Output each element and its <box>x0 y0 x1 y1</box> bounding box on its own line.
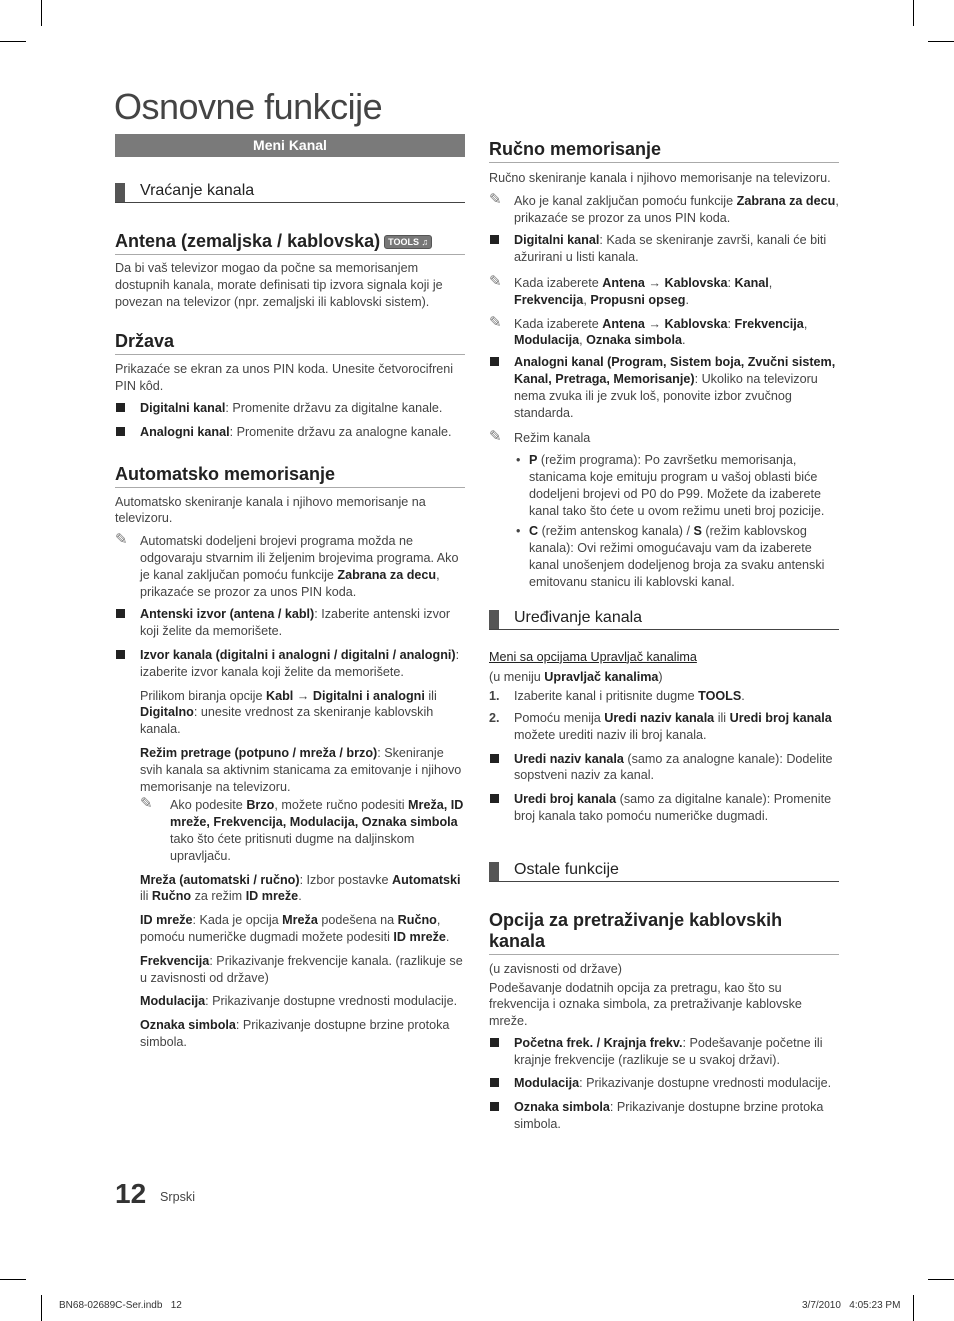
indented-paragraph: Mreža (automatski / ručno): Izbor postavke Automatski ili Ručno za režim ID mreže. <box>140 872 461 904</box>
subsection-heading: Uređivanje kanala <box>489 609 839 630</box>
note-item: ✎ Automatski dodeljeni brojevi programa možda ne odgovaraju stvarnim ili željenim brojevima programa. Ako je kanal zaključan pomoću funkcije Zabrana za decu, prikazaće se prozor za unos PIN koda. <box>115 531 459 599</box>
antena-text: Da bi vaš televizor mogao da počne sa memorisanjem dostupnih kanala, morate definisati tip izvora signala koji je povezan na televizor (npr. zemaljski ili kablovski sistem). <box>115 261 443 309</box>
kablovski-heading: Opcija za pretraživanje kablovskih kanala <box>489 910 839 955</box>
rucno-text: Ručno skeniranje kanala i njihovo memorisanje na televizoru. <box>489 171 831 185</box>
bullet-item: Uredi broj kanala (samo za digitalne kanale): Promenite broj kanala tako pomoću numeričke dugmadi. <box>489 791 839 825</box>
indented-paragraph: Frekvencija: Prikazivanje frekvencije kanala. (razlikuje se u zavisnosti od države) <box>140 953 463 985</box>
crop-mark <box>913 0 914 26</box>
bullet-item: Digitalni kanal: Promenite državu za digitalne kanale. <box>115 400 465 417</box>
note-item: ✎ Režim kanala <box>489 428 591 446</box>
crop-mark <box>928 41 954 42</box>
bullet-item: Oznaka simbola: Prikazivanje dostupne brzine protoka simbola. <box>489 1099 839 1133</box>
indented-paragraph: Režim pretrage (potpuno / mreža / brzo): Skeniranje svih kanala sa aktivnim stanicama za emitovanje i njihovo memorisanje na televizoru. <box>140 745 462 794</box>
bullet-item: Modulacija: Prikazivanje dostupne vrednosti modulacije. <box>489 1075 839 1092</box>
indented-paragraph: Prilikom biranja opcije Kabl → Digitalni i analogni ili Digitalno: unesite vrednost za skeniranje kablovskih kanala. <box>140 688 437 737</box>
note-item: ✎ Kada izaberete Antena → Kablovska: Frekvencija, Modulacija, Oznaka simbola. <box>489 313 808 348</box>
crop-mark <box>41 0 42 26</box>
bullet-item: Izvor kanala (digitalni i analogni / digitalni / analogni): izaberite izvor kanala koji želite da memorišete. <box>115 647 465 681</box>
right-column <box>489 139 839 1133</box>
bullet-item: Digitalni kanal: Kada se skeniranje završi, kanali će biti ažurirani u listi kanala. <box>489 232 839 266</box>
page-number: 12 <box>115 1178 147 1209</box>
menu-context: (u meniju Upravljač kanalima) <box>489 670 663 685</box>
note-pencil-icon: ✎ <box>115 531 128 549</box>
ostale-text: Podešavanje dodatnih opcija za pretragu, kao što su frekvencija i oznaka simbola, za pretraživanje kablovske mreže. <box>489 980 802 1029</box>
dot-list-item: • P (režim programa): Po završetku memorisanja, stanicama koje emituju program u vašoj oblasti biće dodeljeni brojevi od P0 do P99. Možete da izaberete kanal tako što ćete u ovom režimu uneti broj pozicije. <box>489 452 839 519</box>
note-item: ✎ Ako podesite Brzo, možete ručno podesiti Mreža, ID mreže, Frekvencija, Modulacija, Oznaka simbola tako što ćete pritisnuti dugme na daljinskom upravljaču. <box>140 795 464 863</box>
tools-badge: TOOLS ♫ <box>384 235 432 249</box>
bullet-item: Analogni kanal (Program, Sistem boja, Zvučni sistem, Kanal, Pretraga, Memorisanje): Ukoliko na televizoru nema zvuka ili je zvuk loš, ponovite izbor zvučnog standarda. <box>489 354 839 421</box>
note-pencil-icon: ✎ <box>489 190 502 208</box>
indented-paragraph: ID mreže: Kada je opcija Mreža podešena na Ručno, pomoću numeričke dugmadi možete podesiti ID mreže. <box>140 913 450 944</box>
page-title: Osnovne funkcije <box>114 86 383 127</box>
indented-paragraph: Oznaka simbola: Prikazivanje dostupne brzine protoka simbola. <box>140 1018 450 1049</box>
subsection-heading: Vraćanje kanala <box>115 182 465 203</box>
crop-mark <box>928 1279 954 1280</box>
ostale-context: (u zavisnosti od države) <box>489 961 622 976</box>
left-column <box>115 134 465 1051</box>
crop-mark <box>0 1279 26 1280</box>
note-pencil-icon: ✎ <box>140 795 153 813</box>
note-item: ✎ Kada izaberete Antena → Kablovska: Kanal, Frekvencija, Propusni opseg. <box>489 272 773 307</box>
note-pencil-icon: ✎ <box>489 313 502 331</box>
numbered-step: 2. Pomoću menija Uredi naziv kanala ili Uredi broj kanala možete urediti naziv ili broj kanala. <box>489 710 832 742</box>
bullet-item: Antenski izvor (antena / kabl): Izaberite antenski izvor koji želite da memorišete. <box>115 606 465 640</box>
crop-mark <box>913 1295 914 1321</box>
crop-mark <box>41 1295 42 1321</box>
drzava-heading: Država <box>115 331 465 355</box>
auto-heading: Automatsko memorisanje <box>115 464 465 488</box>
rucno-heading: Ručno memorisanje <box>489 139 839 163</box>
antena-heading: Antena (zemaljska / kablovska) TOOLS ♫ <box>115 231 465 255</box>
bullet-item: Uredi naziv kanala (samo za analogne kanale): Dodelite sopstveni naziv za kanal. <box>489 751 839 785</box>
bullet-item: Analogni kanal: Promenite državu za analogne kanale. <box>115 424 465 441</box>
note-pencil-icon: ✎ <box>489 272 502 290</box>
numbered-step: 1. Izaberite kanal i pritisnite dugme TOOLS. <box>489 689 745 704</box>
note-pencil-icon: ✎ <box>489 428 502 446</box>
nested-note-wrap <box>115 797 465 864</box>
dot-list-item: • C (režim antenskog kanala) / S (režim kablovskog kanala): Ovi režimi omogućavaju vam da izaberete kanal unošenjem dodeljenog broja za svaku antenski emitovanu stanicu ili kablovski kanal. <box>489 523 839 590</box>
print-timestamp: 3/7/2010 4:05:23 PM <box>802 1300 901 1311</box>
auto-text: Automatsko skeniranje kanala i njihovo memorisanje na televizoru. <box>115 494 426 526</box>
note-item: ✎ Ako je kanal zaključan pomoću funkcije Zabrana za decu, prikazaće se prozor za unos PIN koda. <box>489 190 839 225</box>
drzava-text: Prikazaće se ekran za unos PIN koda. Unesite četvorocifreni PIN kôd. <box>115 362 454 394</box>
bullet-item: Početna frek. / Krajnja frekv.: Podešavanje početne ili krajnje frekvencije (razlikuje se u svakoj državi). <box>489 1035 839 1069</box>
indented-paragraph: Modulacija: Prikazivanje dostupne vrednosti modulacije. <box>140 994 458 1009</box>
section-banner: Meni Kanal <box>115 134 465 157</box>
crop-mark <box>0 41 26 42</box>
subsection-heading: Ostale funkcije <box>489 861 839 882</box>
file-info: BN68-02689C-Ser.indb 12 <box>59 1300 182 1311</box>
language-label: Srpski <box>160 1190 195 1204</box>
options-menu-title: Meni sa opcijama Upravljač kanalima <box>489 649 697 664</box>
